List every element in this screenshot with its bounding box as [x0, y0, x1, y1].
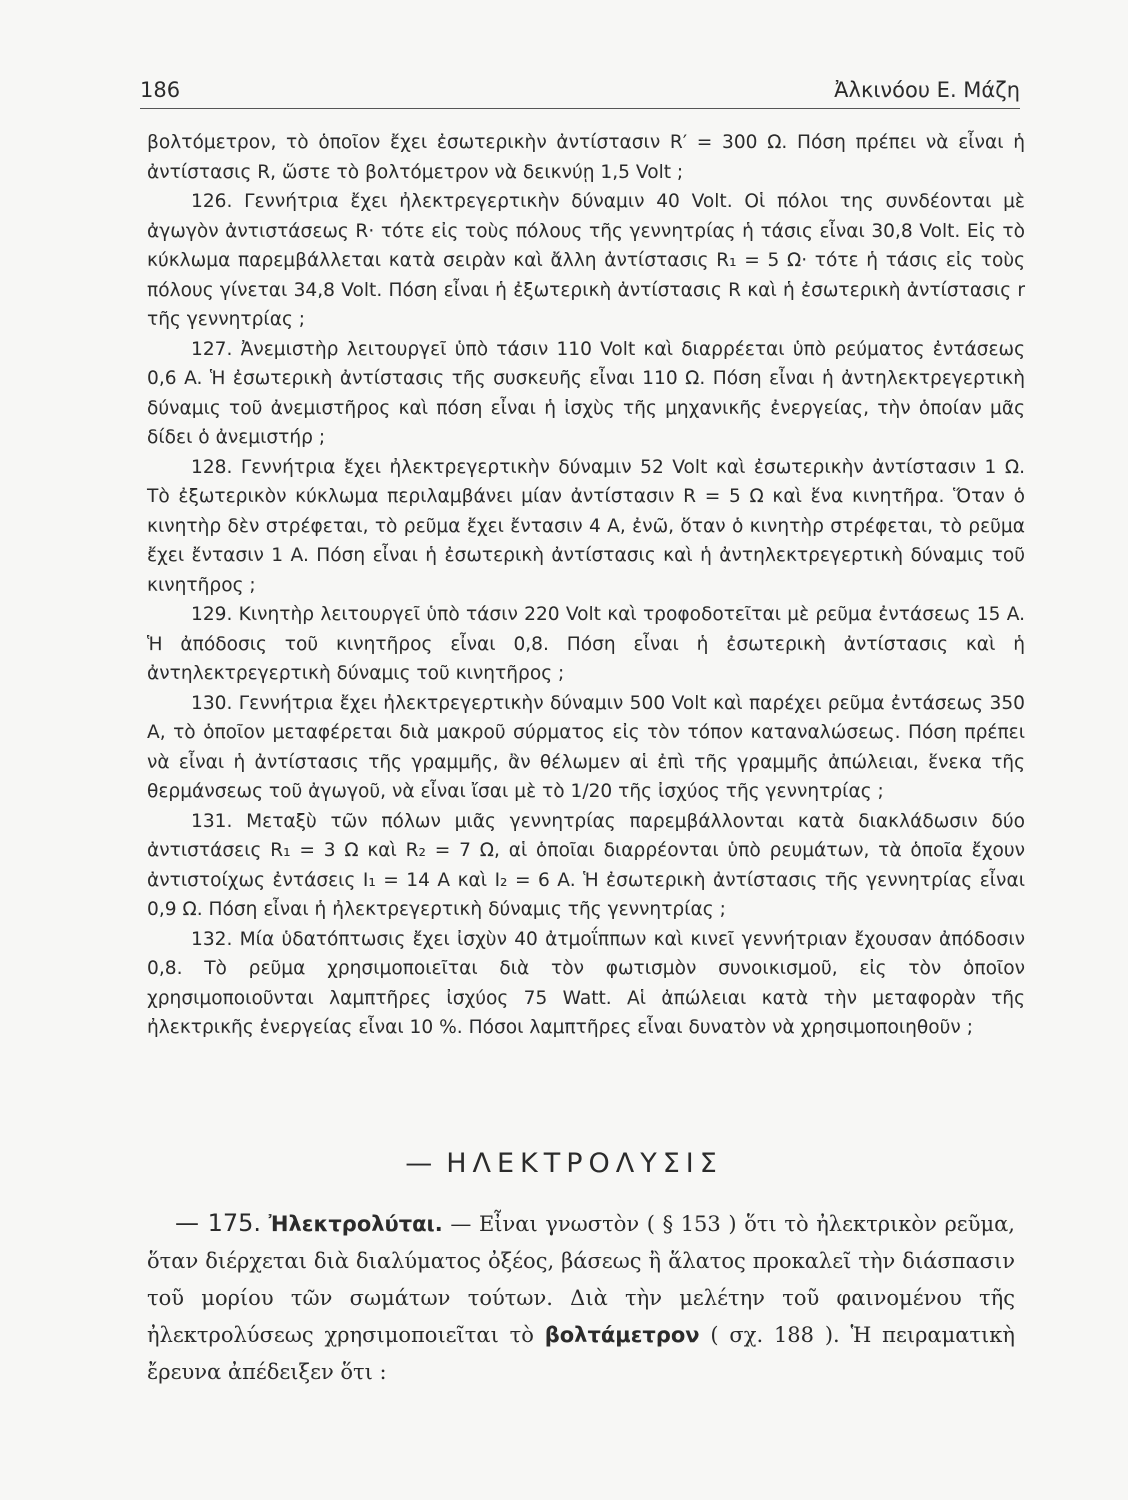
article-text-a: — Εἶναι γνωστὸν ( § 153 ) ὅτι τὸ ἠλεκτρικὸν ρεῦμα, ὅταν διέρχεται διὰ διαλύματος ὀξέος, βάσεως ἢ ἅλατος προκαλεῖ τὴν διάσπασιν τοῦ μορίου τῶν σωμάτων τούτων. Διὰ τὴν μελέτην τοῦ φαινομένου τῆς ἠλεκτρολύσεως χρησιμοποιεῖται τὸ [147, 1212, 1015, 1347]
exercise-132: 132. Μία ὑδατόπτωσις ἔχει ἰσχὺν 40 ἀτμοΐππων καὶ κινεῖ γεννήτριαν ἔχουσαν ἀπόδοσιν 0,8. Τὸ ρεῦμα χρησιμοποιεῖται διὰ τὸν φωτισμὸν συνοικισμοῦ, εἰς τὸν ὁποῖον χρησιμοποιοῦνται λαμπτῆρες ἰσχύος 75 Watt. Αἱ ἀπώλειαι κατὰ τὴν μεταφορὰν τῆς ἠλεκτρικῆς ἐνεργείας εἶναι 10 %. Πόσοι λαμπτῆρες εἶναι δυνατὸν νὰ χρησιμοποιηθοῦν ; [147, 928, 1025, 1038]
exercise-list [147, 128, 1025, 1043]
section-title [0, 1148, 1128, 1179]
section-dash: — [405, 1148, 433, 1179]
article-heading: Ἠλεκτρολύται. [268, 1212, 443, 1236]
exercise-129: 129. Κινητὴρ λειτουργεῖ ὑπὸ τάσιν 220 Volt καὶ τροφοδοτεῖται μὲ ρεῦμα ἐντάσεως 15 A. Ἡ ἀπόδοσις τοῦ κινητῆρος εἶναι 0,8. Πόση εἶναι ἡ ἐσωτερικὴ ἀντίστασις καὶ ἡ ἀντηλεκτρεγερτικὴ δύναμις τοῦ κινητῆρος ; [147, 604, 1025, 684]
article-175 [147, 1205, 1015, 1391]
exercise-continuation: βολτόμετρον, τὸ ὁποῖον ἔχει ἐσωτερικὴν ἀντίστασιν R′ = 300 Ω. Πόση πρέπει νὰ εἶναι ἡ ἀντίστασις R, ὥστε τὸ βολτόμετρον νὰ δεικνύῃ 1,5 Volt ; [147, 132, 1025, 183]
article-number: — 175. [175, 1209, 262, 1237]
page-number: 186 [140, 78, 181, 102]
exercise-131: 131. Μεταξὺ τῶν πόλων μιᾶς γεννητρίας παρεμβάλλονται κατὰ διακλάδωσιν δύο ἀντιστάσεις R₁ = 3 Ω καὶ R₂ = 7 Ω, αἱ ὁποῖαι διαρρέονται ὑπὸ ρευμάτων, τὰ ὁποῖα ἔχουν ἀντιστοίχως ἐντάσεις I₁ = 14 A καὶ I₂ = 6 A. Ἡ ἐσωτερικὴ ἀντίστασις τῆς γεννητρίας εἶναι 0,9 Ω. Πόση εἶναι ἡ ἠλεκτρεγερτικὴ δύναμις τῆς γεννητρίας ; [147, 810, 1025, 920]
exercise-128: 128. Γεννήτρια ἔχει ἠλεκτρεγερτικὴν δύναμιν 52 Volt καὶ ἐσωτερικὴν ἀντίστασιν 1 Ω. Τὸ ἐξωτερικὸν κύκλωμα περιλαμβάνει μίαν ἀντίστασιν R = 5 Ω καὶ ἕνα κινητῆρα. Ὅταν ὁ κινητὴρ δὲν στρέφεται, τὸ ρεῦμα ἔχει ἔντασιν 4 A, ἐνῶ, ὅταν ὁ κινητὴρ στρέφεται, τὸ ρεῦμα ἔχει ἔντασιν 1 A. Πόση εἶναι ἡ ἐσωτερικὴ ἀντίστασις καὶ ἡ ἀντηλεκτρεγερτικὴ δύναμις τοῦ κινητῆρος ; [147, 456, 1025, 596]
exercise-126: 126. Γεννήτρια ἔχει ἠλεκτρεγερτικὴν δύναμιν 40 Volt. Οἱ πόλοι της συνδέονται μὲ ἀγωγὸν ἀντιστάσεως R· τότε εἰς τοὺς πόλους τῆς γεννητρίας ἡ τάσις εἶναι 30,8 Volt. Εἰς τὸ κύκλωμα παρεμβάλλεται κατὰ σειρὰν καὶ ἄλλη ἀντίστασις R₁ = 5 Ω· τότε ἡ τάσις εἰς τοὺς πόλους γίνεται 34,8 Volt. Πόση εἶναι ἡ ἐξωτερικὴ ἀντίστασις R καὶ ἡ ἐσωτερικὴ ἀντίστασις r τῆς γεννητρίας ; [147, 191, 1025, 330]
section-title-text: ΗΛΕΚΤΡΟΛΥΣΙΣ [446, 1148, 723, 1179]
article-text-b: ( σχ. 188 ). Ἡ πειραματικὴ ἔρευνα ἀπέδειξεν ὅτι : [147, 1323, 1015, 1384]
exercise-130: 130. Γεννήτρια ἔχει ἠλεκτρεγερτικὴν δύναμιν 500 Volt καὶ παρέχει ρεῦμα ἐντάσεως 350 A, τὸ ὁποῖον μεταφέρεται διὰ μακροῦ σύρματος εἰς τὸν τόπον καταναλώσεως. Πόση πρέπει νὰ εἶναι ἡ ἀντίστασις τῆς γραμμῆς, ἂν θέλωμεν αἱ ἐπὶ τῆς γραμμῆς ἀπώλειαι, ἕνεκα τῆς θερμάνσεως τοῦ ἀγωγοῦ, νὰ εἶναι ἴσαι μὲ τὸ 1/20 τῆς ἰσχύος τῆς γεννητρίας ; [147, 692, 1025, 802]
page-header [140, 76, 1020, 109]
article-term: βολτάμετρον [544, 1323, 700, 1347]
exercise-127: 127. Ἀνεμιστὴρ λειτουργεῖ ὑπὸ τάσιν 110 Volt καὶ διαρρέεται ὑπὸ ρεύματος ἐντάσεως 0,6 A. Ἡ ἐσωτερικὴ ἀντίστασις τῆς συσκευῆς εἶναι 110 Ω. Πόση εἶναι ἡ ἀντηλεκτρεγερτικὴ δύναμις τοῦ ἀνεμιστῆρος καὶ πόση εἶναι ἡ ἰσχὺς τῆς μηχανικῆς ἐνεργείας, τὴν ὁποίαν μᾶς δίδει ὁ ἀνεμιστήρ ; [147, 338, 1025, 448]
running-head: Ἀλκινόου Ε. Μάζη [834, 78, 1020, 102]
